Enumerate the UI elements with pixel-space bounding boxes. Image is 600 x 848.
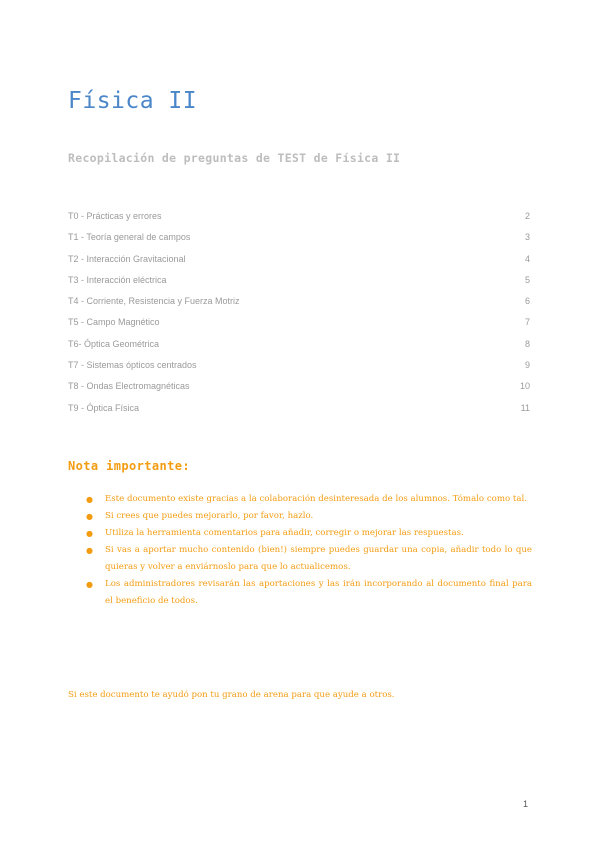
toc-entry[interactable] bbox=[68, 403, 530, 424]
note-item-text: Si crees que puedes mejorarlo, por favor, hazlo. bbox=[105, 511, 314, 521]
note-item-text: Si vas a aportar mucho contenido (bien!) siempre puedes guardar una copia, añadir todo lo que quieras y volver a enviárnoslo para que lo actualicemos. bbox=[105, 545, 532, 572]
toc-entry-page: 11 bbox=[520, 402, 530, 413]
toc-entry-label: T5 - Campo Magnético bbox=[68, 317, 160, 328]
bullet-icon: ● bbox=[86, 546, 93, 555]
toc-entry-page: 8 bbox=[524, 338, 530, 349]
toc-entry[interactable] bbox=[68, 360, 530, 381]
toc-entry-label: T7 - Sistemas ópticos centrados bbox=[68, 360, 197, 371]
toc-entry-page: 6 bbox=[524, 296, 530, 307]
toc-entry-page: 7 bbox=[524, 317, 530, 328]
note-heading: Nota importante: bbox=[68, 459, 190, 473]
document-title: Física II bbox=[68, 88, 198, 114]
bullet-icon: ● bbox=[86, 512, 93, 521]
toc-entry-label: T4 - Corriente, Resistencia y Fuerza Motriz bbox=[68, 296, 240, 307]
note-list bbox=[86, 491, 532, 610]
bullet-icon: ● bbox=[86, 580, 93, 589]
table-of-contents bbox=[68, 211, 530, 424]
document-subtitle: Recopilación de preguntas de TEST de Física II bbox=[68, 151, 401, 165]
toc-entry-page: 2 bbox=[524, 211, 530, 221]
closing-remark: Si este documento te ayudó pon tu grano de arena para que ayude a otros. bbox=[68, 690, 395, 700]
toc-entry[interactable] bbox=[68, 296, 530, 317]
toc-entry-label: T8 - Ondas Electromagnéticas bbox=[68, 381, 190, 392]
list-item bbox=[86, 576, 532, 610]
list-item bbox=[86, 542, 532, 576]
toc-entry-label: T9 - Óptica Física bbox=[68, 402, 140, 413]
toc-entry[interactable] bbox=[68, 275, 530, 296]
toc-entry[interactable] bbox=[68, 211, 530, 232]
toc-entry-label: T6- Óptica Geométrica bbox=[68, 338, 160, 349]
toc-entry[interactable] bbox=[68, 339, 530, 360]
toc-entry-page: 3 bbox=[524, 232, 530, 243]
page-number: 1 bbox=[523, 799, 529, 809]
toc-entry-label: T1 - Teoría general de campos bbox=[68, 232, 191, 243]
toc-entry[interactable] bbox=[68, 254, 530, 275]
list-item bbox=[86, 508, 532, 525]
toc-entry[interactable] bbox=[68, 317, 530, 338]
toc-entry-page: 10 bbox=[519, 381, 530, 392]
toc-entry-label: T0 - Prácticas y errores bbox=[68, 211, 162, 221]
toc-entry-page: 4 bbox=[524, 253, 530, 264]
toc-entry-label: T3 - Interacción eléctrica bbox=[68, 274, 167, 285]
note-item-text: Este documento existe gracias a la colaboración desinteresada de los alumnos. Tómalo como tal. bbox=[105, 494, 527, 504]
note-item-text: Utiliza la herramienta comentarios para añadir, corregir o mejorar las respuestas. bbox=[105, 528, 464, 538]
toc-entry[interactable] bbox=[68, 381, 530, 402]
list-item bbox=[86, 491, 532, 508]
note-item-text: Los administradores revisarán las aportaciones y las irán incorporando al documento final para el beneficio de todos. bbox=[105, 579, 532, 606]
toc-entry-page: 9 bbox=[524, 360, 530, 371]
toc-entry-label: T2 - Interacción Gravitacional bbox=[68, 253, 186, 264]
list-item bbox=[86, 525, 532, 542]
toc-entry-page: 5 bbox=[524, 274, 530, 285]
bullet-icon: ● bbox=[86, 495, 93, 504]
toc-entry[interactable] bbox=[68, 232, 530, 253]
bullet-icon: ● bbox=[86, 529, 93, 538]
